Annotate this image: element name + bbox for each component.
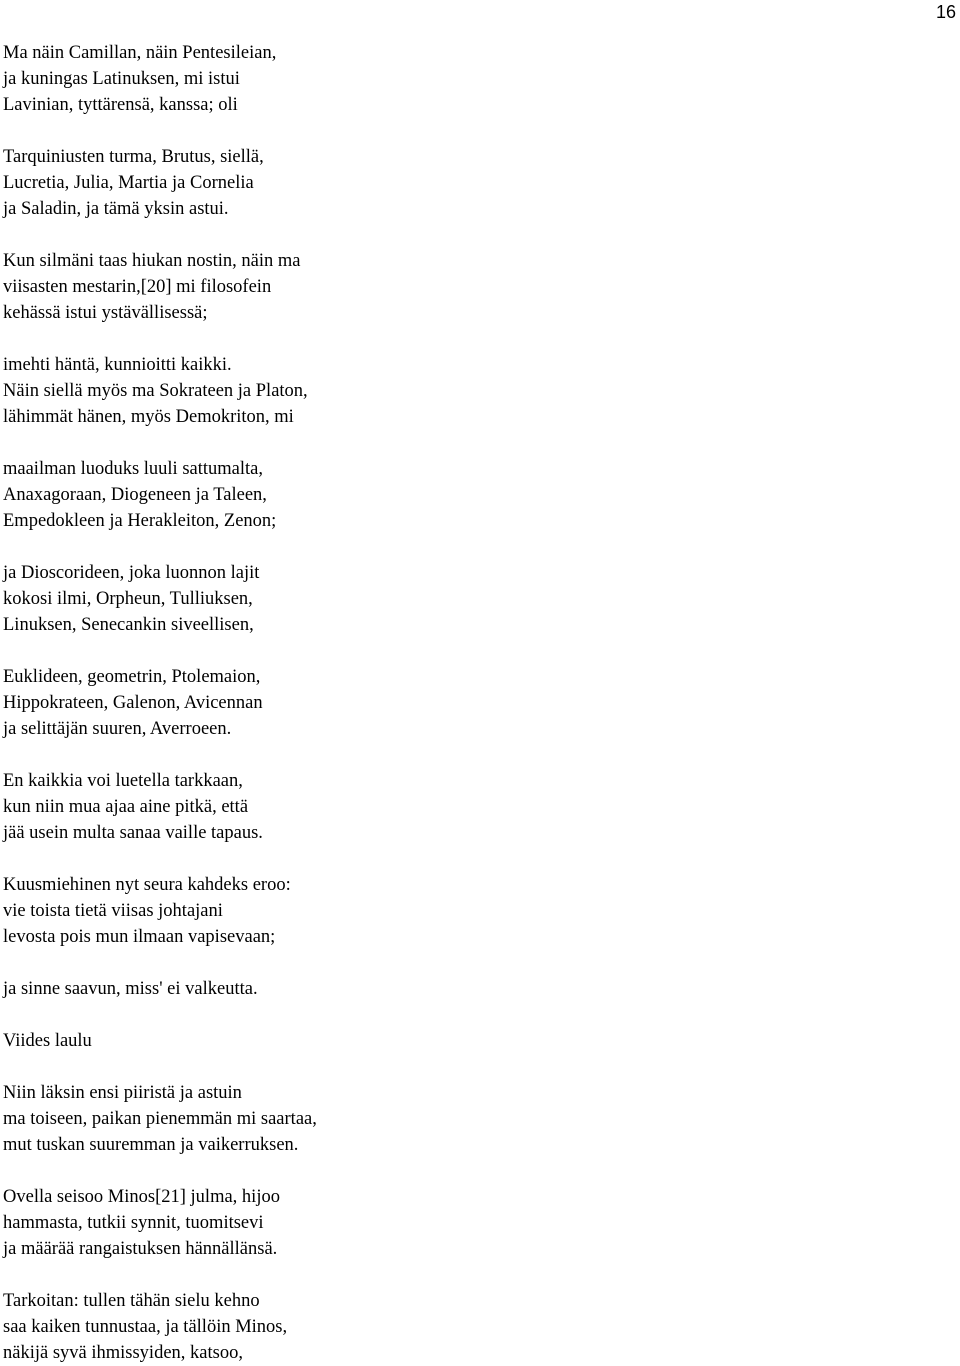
poem-line: vie toista tietä viisas johtajani	[3, 901, 223, 921]
stanza	[3, 1080, 903, 1158]
poem-line: Lavinian, tyttärensä, kanssa; oli	[3, 95, 238, 115]
poem-line: Näin siellä myös ma Sokrateen ja Platon,	[3, 381, 308, 401]
poem-line: hammasta, tutkii synnit, tuomitsevi	[3, 1213, 264, 1233]
stanza	[3, 144, 903, 222]
poem-line: Euklideen, geometrin, Ptolemaion,	[3, 667, 261, 687]
stanza	[3, 40, 903, 118]
poem-line: En kaikkia voi luetella tarkkaan,	[3, 771, 243, 791]
poem-line: mut tuskan suuremman ja vaikerruksen.	[3, 1135, 299, 1155]
stanza	[3, 872, 903, 950]
poem-line: ja selittäjän suuren, Averroeen.	[3, 719, 232, 739]
poem-line: ja määrää rangaistuksen hännällänsä.	[3, 1239, 278, 1259]
poem-line: Empedokleen ja Herakleiton, Zenon;	[3, 511, 277, 531]
stanza	[3, 1028, 903, 1054]
poem-line: saa kaiken tunnustaa, ja tällöin Minos,	[3, 1317, 288, 1337]
stanza	[3, 664, 903, 742]
poem-line: Hippokrateen, Galenon, Avicennan	[3, 693, 263, 713]
poem-line: jää usein multa sanaa vaille tapaus.	[3, 823, 263, 843]
stanza	[3, 560, 903, 638]
poem-line: ja sinne saavun, miss' ei valkeutta.	[3, 979, 258, 999]
poem-line: Kun silmäni taas hiukan nostin, näin ma	[3, 251, 301, 271]
stanza	[3, 768, 903, 846]
poem-line: Linuksen, Senecankin siveellisen,	[3, 615, 254, 635]
poem-line: ja Saladin, ja tämä yksin astui.	[3, 199, 229, 219]
stanza	[3, 248, 903, 326]
poem-line: lähimmät hänen, myös Demokriton, mi	[3, 407, 294, 427]
poem-line: kehässä istui ystävällisessä;	[3, 303, 208, 323]
stanza	[3, 976, 903, 1002]
poem-line: levosta pois mun ilmaan vapisevaan;	[3, 927, 276, 947]
stanza	[3, 1184, 903, 1262]
stanza	[3, 352, 903, 430]
poem-line: ma toiseen, paikan pienemmän mi saartaa,	[3, 1109, 317, 1129]
stanza	[3, 456, 903, 534]
poem-line: Lucretia, Julia, Martia ja Cornelia	[3, 173, 254, 193]
poem-line: maailman luoduks luuli sattumalta,	[3, 459, 263, 479]
poem-line: Anaxagoraan, Diogeneen ja Taleen,	[3, 485, 267, 505]
poem-line: Ovella seisoo Minos[21] julma, hijoo	[3, 1187, 280, 1207]
poem-line: ja kuningas Latinuksen, mi istui	[3, 69, 240, 89]
poem-line: Ma näin Camillan, näin Pentesileian,	[3, 43, 277, 63]
stanza	[3, 1288, 903, 1366]
poem-line: Kuusmiehinen nyt seura kahdeks eroo:	[3, 875, 291, 895]
poem-line: kokosi ilmi, Orpheun, Tulliuksen,	[3, 589, 253, 609]
poem-line: Tarkoitan: tullen tähän sielu kehno	[3, 1291, 260, 1311]
poem-line: Viides laulu	[3, 1031, 92, 1051]
poem-text	[3, 40, 903, 1366]
poem-line: Tarquiniusten turma, Brutus, siellä,	[3, 147, 264, 167]
poem-line: Niin läksin ensi piiristä ja astuin	[3, 1083, 242, 1103]
poem-line: imehti häntä, kunnioitti kaikki.	[3, 355, 232, 375]
poem-line: viisasten mestarin,[20] mi filosofein	[3, 277, 272, 297]
poem-line: näkijä syvä ihmissyiden, katsoo,	[3, 1343, 243, 1363]
poem-line: kun niin mua ajaa aine pitkä, että	[3, 797, 249, 817]
page-number: 16	[935, 2, 956, 22]
poem-line: ja Dioscorideen, joka luonnon lajit	[3, 563, 260, 583]
